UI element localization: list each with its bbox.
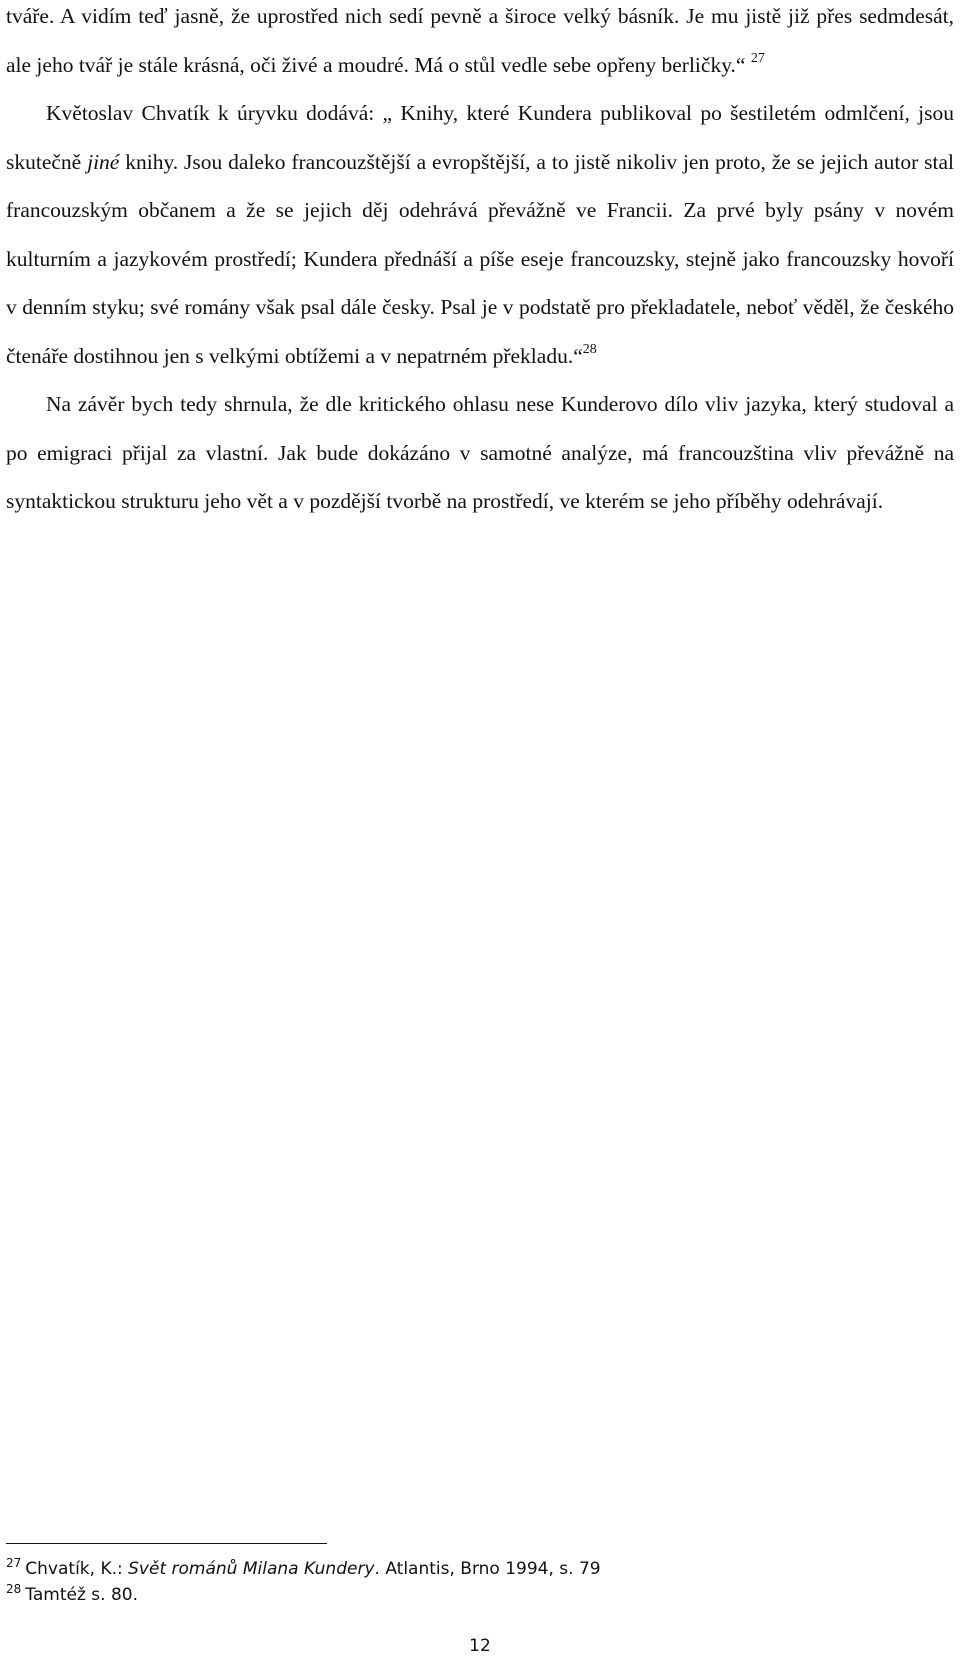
- body-text: [6, 0, 954, 526]
- footnote-27: [6, 1556, 906, 1582]
- footnote-28: [6, 1582, 906, 1608]
- footnote-marker: 28: [6, 1582, 22, 1596]
- paragraph-text-run: Květoslav Chvatík k úryvku dodává: „ Knihy, které Kundera publikoval po šestiletém odmlčení, jsou skutečně: [6, 101, 954, 174]
- footnote-text: Tamtéž s. 80.: [25, 1585, 138, 1605]
- footnote-text: . Atlantis, Brno 1994, s. 79: [374, 1559, 601, 1579]
- paragraph-text-run: Na závěr bych tedy shrnula, že dle kritického ohlasu nese Kunderovo dílo vliv jazyka, který studoval a po emigraci přijal za vlastní. Jak bude dokázáno v samotné analýze, má francouzština vliv převážně na syntaktickou strukturu jeho vět a v pozdější tvorbě na prostředí, ve kterém se jeho příběhy odehrávají.: [6, 392, 954, 513]
- paragraph-quote-ending: [6, 0, 954, 89]
- paragraph-text-run: tváře. A vidím teď jasně, že uprostřed nich sedí pevně a široce velký básník. Je mu jistě již přes sedmdesát, ale jeho tvář je stále krásná, oči živé a moudré. Má o stůl vedle sebe opřeny berličky.“: [6, 4, 954, 77]
- footnotes: [6, 1556, 906, 1608]
- page-number: 12: [469, 1636, 491, 1656]
- footnote-ref-27: 27: [750, 50, 765, 66]
- paragraph-text-run: knihy. Jsou daleko francouzštější a evropštější, a to jistě nikoliv jen proto, že se jejich autor stal francouzským občanem a že se jejich děj odehrává převážně ve Francii. Za prvé byly psány v novém kulturním a jazykovém prostředí; Kundera přednáší a píše eseje francouzsky, stejně jako francouzsky hovoří v denním styku; své romány však psal dále česky. Psal je v podstatě pro překladatele, neboť věděl, že českého čtenáře dostihnou jen s velkými obtížemi a v nepatrném překladu.“: [6, 149, 954, 368]
- footnote-text: Chvatík, K.:: [25, 1559, 129, 1579]
- footnote-separator: [6, 1543, 327, 1544]
- footnote-ref-28: 28: [582, 341, 597, 357]
- italic-emphasis: jiné: [87, 149, 120, 174]
- paragraph-chvatik-commentary: [6, 89, 954, 380]
- paragraph-conclusion: [6, 380, 954, 526]
- footnote-marker: 27: [6, 1556, 22, 1570]
- footnote-book-title: Svět románů Milana Kundery: [128, 1559, 375, 1579]
